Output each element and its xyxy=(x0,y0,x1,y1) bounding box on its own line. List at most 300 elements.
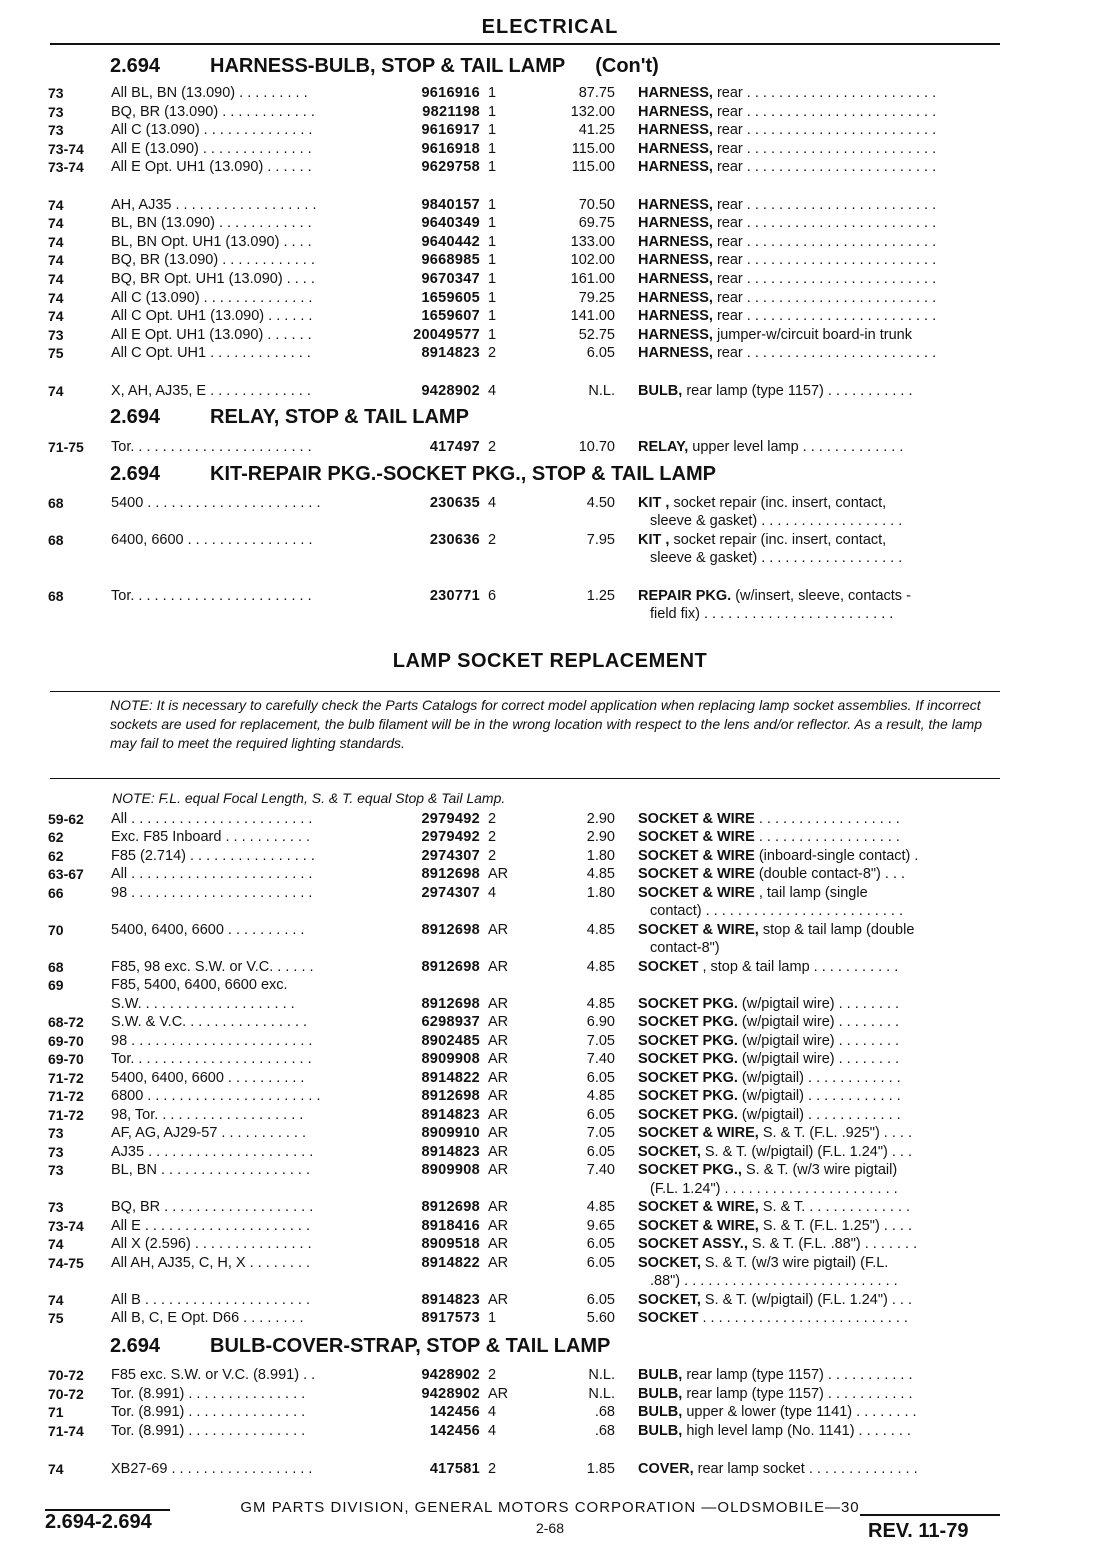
part-number: 9670347 xyxy=(421,271,480,287)
price: 6.05 xyxy=(586,1144,615,1160)
model-year: 68 xyxy=(48,959,64,975)
price: .68 xyxy=(594,1404,615,1420)
description-text: (double contact-8") . . . xyxy=(754,866,906,882)
description-keyword: SOCKET & WIRE, xyxy=(638,1218,759,1234)
footer-revision: REV. 11-79 xyxy=(868,1520,969,1542)
price: 6.05 xyxy=(586,1070,615,1086)
quantity: 1 xyxy=(488,271,497,287)
quantity: 1 xyxy=(488,1310,497,1326)
description-text: socket repair (inc. insert, contact, xyxy=(669,532,887,548)
description-text: socket repair (inc. insert, contact, xyxy=(669,495,887,511)
table-row xyxy=(0,1161,1100,1179)
description-text: rear . . . . . . . . . . . . . . . . . . . . . . . . xyxy=(712,234,937,250)
description xyxy=(638,103,1000,121)
model-year: 74 xyxy=(48,234,64,250)
part-number: 8909518 xyxy=(421,1236,480,1252)
description-keyword: SOCKET PKG. xyxy=(638,1070,738,1086)
application: AJ35 . . . . . . . . . . . . . . . . . . . . . xyxy=(111,1144,314,1160)
price: 79.25 xyxy=(578,290,615,306)
application: S.W. & V.C. . . . . . . . . . . . . . . . xyxy=(111,1014,308,1030)
description-text: S. & T. (w/3 wire pigtail) xyxy=(741,1162,898,1178)
table-row xyxy=(0,1180,1100,1198)
price: 2.90 xyxy=(586,829,615,845)
part-number: 8914822 xyxy=(421,1070,480,1086)
description xyxy=(638,1161,1000,1179)
model-year: 73 xyxy=(48,1199,64,1215)
title-rule xyxy=(50,43,1000,45)
model-year: 74 xyxy=(48,290,64,306)
table-row xyxy=(0,344,1100,362)
table-row xyxy=(0,1254,1100,1272)
part-number: 142456 xyxy=(429,1423,480,1439)
description xyxy=(638,1069,1000,1087)
table-row xyxy=(0,1050,1100,1068)
table-row xyxy=(0,587,1100,605)
description xyxy=(638,1385,1000,1403)
quantity: AR xyxy=(488,959,509,975)
part-number: 9668985 xyxy=(421,252,480,268)
price: 4.85 xyxy=(586,959,615,975)
description-keyword: BULB, xyxy=(638,1386,683,1402)
price: 87.75 xyxy=(578,85,615,101)
quantity: 1 xyxy=(488,122,497,138)
application: 5400, 6400, 6600 . . . . . . . . . . xyxy=(111,922,305,938)
section-number: 2.694 xyxy=(110,55,161,77)
description-text: (w/pigtail wire) . . . . . . . . xyxy=(737,1033,900,1049)
part-number: 8909908 xyxy=(421,1051,480,1067)
description-text: , stop & tail lamp . . . . . . . . . . . xyxy=(698,959,899,975)
application: All B, C, E Opt. D66 . . . . . . . . xyxy=(111,1310,304,1326)
description-keyword: SOCKET PKG. xyxy=(638,1051,738,1067)
description-text: sleeve & gasket) . . . . . . . . . . . . . . . . . . xyxy=(650,513,903,529)
description xyxy=(638,1032,1000,1050)
section-number: 2.694 xyxy=(110,406,161,428)
quantity: 4 xyxy=(488,885,497,901)
description-keyword: HARNESS, xyxy=(638,197,713,213)
description-keyword: HARNESS, xyxy=(638,141,713,157)
part-number: 8909908 xyxy=(421,1162,480,1178)
model-year: 75 xyxy=(48,1310,64,1326)
application: All BL, BN (13.090) . . . . . . . . . xyxy=(111,85,308,101)
description xyxy=(638,1235,1000,1253)
description xyxy=(638,1013,1000,1031)
price: 133.00 xyxy=(570,234,615,250)
table-row xyxy=(0,939,1100,957)
description xyxy=(638,865,1000,883)
table-row xyxy=(0,1460,1100,1478)
part-number: 9640349 xyxy=(421,215,480,231)
description-keyword: REPAIR PKG. xyxy=(638,588,732,604)
description-keyword: BULB, xyxy=(638,383,683,399)
description xyxy=(638,810,1000,828)
description-text: rear . . . . . . . . . . . . . . . . . . . . . . . . xyxy=(712,122,937,138)
description-text: rear . . . . . . . . . . . . . . . . . . . . . . . . xyxy=(712,197,937,213)
description xyxy=(638,847,1000,865)
section-header xyxy=(110,406,469,429)
description xyxy=(638,1366,1000,1384)
part-number: 230771 xyxy=(429,588,480,604)
model-year: 62 xyxy=(48,829,64,845)
part-number: 2974307 xyxy=(421,885,480,901)
description xyxy=(638,958,1000,976)
model-year: 73 xyxy=(48,327,64,343)
quantity: 1 xyxy=(488,141,497,157)
table-row xyxy=(0,382,1100,400)
description xyxy=(638,921,1000,939)
section-number: 2.694 xyxy=(110,1335,161,1357)
table-row xyxy=(0,976,1100,994)
part-number: 9616918 xyxy=(421,141,480,157)
description-text: S. & T. (w/pigtail) (F.L. 1.24") . . . xyxy=(700,1292,913,1308)
description-text: S. & T. (w/pigtail) (F.L. 1.24") . . . xyxy=(700,1144,913,1160)
model-year: 74 xyxy=(48,383,64,399)
table-row xyxy=(0,605,1100,623)
section-name: RELAY, STOP & TAIL LAMP xyxy=(210,406,469,428)
quantity: 1 xyxy=(488,215,497,231)
description xyxy=(638,289,1000,307)
description-text: rear . . . . . . . . . . . . . . . . . . . . . . . . xyxy=(712,345,937,361)
description-keyword: BULB, xyxy=(638,1367,683,1383)
application: Tor. . . . . . . . . . . . . . . . . . . . . . . xyxy=(111,439,312,455)
description xyxy=(638,1143,1000,1161)
part-number: 142456 xyxy=(429,1404,480,1420)
table-row xyxy=(0,865,1100,883)
description xyxy=(650,1272,1000,1290)
table-row xyxy=(0,214,1100,232)
part-number: 9640442 xyxy=(421,234,480,250)
quantity: AR xyxy=(488,1107,509,1123)
footer-division: GM PARTS DIVISION, GENERAL MOTORS CORPORATION —OLDSMOBILE—30 xyxy=(240,1499,860,1516)
table-row xyxy=(0,233,1100,251)
part-number: 8912698 xyxy=(421,1088,480,1104)
model-year: 68 xyxy=(48,532,64,548)
table-row xyxy=(0,1106,1100,1124)
model-year: 74 xyxy=(48,215,64,231)
description xyxy=(638,382,1000,400)
quantity: AR xyxy=(488,1255,509,1271)
description xyxy=(638,233,1000,251)
application: BQ, BR Opt. UH1 (13.090) . . . . xyxy=(111,271,315,287)
table-row xyxy=(0,1013,1100,1031)
application: BQ, BR . . . . . . . . . . . . . . . . . . . xyxy=(111,1199,314,1215)
application: All X (2.596) . . . . . . . . . . . . . . . xyxy=(111,1236,312,1252)
description xyxy=(638,1291,1000,1309)
price: 7.40 xyxy=(586,1051,615,1067)
part-number: 9428902 xyxy=(421,1386,480,1402)
description-text: (w/pigtail) . . . . . . . . . . . . xyxy=(737,1088,901,1104)
part-number: 8914822 xyxy=(421,1255,480,1271)
application: BL, BN (13.090) . . . . . . . . . . . . xyxy=(111,215,312,231)
description xyxy=(638,1217,1000,1235)
description-keyword: SOCKET, xyxy=(638,1292,701,1308)
part-number: 8914823 xyxy=(421,1144,480,1160)
application: F85, 5400, 6400, 6600 exc. xyxy=(111,977,288,993)
application: X, AH, AJ35, E . . . . . . . . . . . . . xyxy=(111,383,311,399)
price: .68 xyxy=(594,1423,615,1439)
quantity: 2 xyxy=(488,1367,497,1383)
application: 5400, 6400, 6600 . . . . . . . . . . xyxy=(111,1070,305,1086)
part-number: 8912698 xyxy=(421,959,480,975)
part-number: 9840157 xyxy=(421,197,480,213)
model-year: 62 xyxy=(48,848,64,864)
quantity: AR xyxy=(488,1033,509,1049)
table-row xyxy=(0,958,1100,976)
description xyxy=(650,549,1000,567)
part-number: 9616917 xyxy=(421,122,480,138)
price: 7.40 xyxy=(586,1162,615,1178)
table-row xyxy=(0,549,1100,567)
price: 69.75 xyxy=(578,215,615,231)
price: 132.00 xyxy=(570,104,615,120)
part-number: 230635 xyxy=(429,495,480,511)
description-text: rear lamp (type 1157) . . . . . . . . . . . xyxy=(682,1386,913,1402)
description-keyword: SOCKET PKG. xyxy=(638,1033,738,1049)
part-number: 8912698 xyxy=(421,866,480,882)
table-row xyxy=(0,494,1100,512)
description-text: (inboard-single contact) . xyxy=(754,848,919,864)
quantity: 4 xyxy=(488,1404,497,1420)
model-year: 71-72 xyxy=(48,1070,84,1086)
description xyxy=(638,1422,1000,1440)
description xyxy=(650,1180,1000,1198)
description xyxy=(638,1106,1000,1124)
application: Tor. . . . . . . . . . . . . . . . . . . . . . . xyxy=(111,588,312,604)
description-text: (w/pigtail wire) . . . . . . . . xyxy=(737,1014,900,1030)
quantity: 1 xyxy=(488,197,497,213)
table-row xyxy=(0,884,1100,902)
description xyxy=(638,995,1000,1013)
description-keyword: HARNESS, xyxy=(638,215,713,231)
table-row xyxy=(0,103,1100,121)
application: All C (13.090) . . . . . . . . . . . . . . xyxy=(111,122,313,138)
part-number: 8914823 xyxy=(421,1107,480,1123)
model-year: 74 xyxy=(48,1461,64,1477)
quantity: 2 xyxy=(488,1461,497,1477)
note-bottom-rule xyxy=(50,778,1000,779)
application: Tor. (8.991) . . . . . . . . . . . . . . . xyxy=(111,1423,306,1439)
model-year: 70-72 xyxy=(48,1386,84,1402)
description-keyword: BULB, xyxy=(638,1404,683,1420)
quantity: AR xyxy=(488,1088,509,1104)
part-number: 9428902 xyxy=(421,383,480,399)
price: 52.75 xyxy=(578,327,615,343)
table-row xyxy=(0,902,1100,920)
description xyxy=(650,512,1000,530)
description-text: (w/pigtail) . . . . . . . . . . . . xyxy=(737,1070,901,1086)
description-text: field fix) . . . . . . . . . . . . . . . . . . . . . . . . xyxy=(650,606,894,622)
description-keyword: SOCKET, xyxy=(638,1255,701,1271)
application: AH, AJ35 . . . . . . . . . . . . . . . . . . xyxy=(111,197,317,213)
application: XB27-69 . . . . . . . . . . . . . . . . . . xyxy=(111,1461,313,1477)
description xyxy=(638,1124,1000,1142)
description xyxy=(638,1050,1000,1068)
application: All E Opt. UH1 (13.090) . . . . . . xyxy=(111,327,312,343)
model-year: 69-70 xyxy=(48,1033,84,1049)
model-year: 70 xyxy=(48,922,64,938)
part-number: 8918416 xyxy=(421,1218,480,1234)
table-row xyxy=(0,512,1100,530)
description-keyword: SOCKET PKG. xyxy=(638,1107,738,1123)
model-year: 66 xyxy=(48,885,64,901)
price: 7.05 xyxy=(586,1033,615,1049)
description-keyword: SOCKET PKG. xyxy=(638,1014,738,1030)
quantity: 1 xyxy=(488,234,497,250)
application: All C (13.090) . . . . . . . . . . . . . . xyxy=(111,290,313,306)
table-row xyxy=(0,828,1100,846)
model-year: 59-62 xyxy=(48,811,84,827)
price: 4.85 xyxy=(586,1088,615,1104)
description-keyword: SOCKET & WIRE, xyxy=(638,1125,759,1141)
part-number: 8909910 xyxy=(421,1125,480,1141)
price: 10.70 xyxy=(578,439,615,455)
application: All B . . . . . . . . . . . . . . . . . . . . . xyxy=(111,1292,311,1308)
price: 1.85 xyxy=(586,1461,615,1477)
part-number: 20049577 xyxy=(413,327,480,343)
description-keyword: SOCKET & WIRE xyxy=(638,848,755,864)
description-text: contact-8") xyxy=(650,940,720,956)
description xyxy=(638,158,1000,176)
description xyxy=(638,214,1000,232)
price: 6.05 xyxy=(586,1292,615,1308)
application: Tor. (8.991) . . . . . . . . . . . . . . . xyxy=(111,1386,306,1402)
table-row xyxy=(0,270,1100,288)
model-year: 63-67 xyxy=(48,866,84,882)
description-text: rear . . . . . . . . . . . . . . . . . . . . . . . . xyxy=(712,141,937,157)
model-year: 71-72 xyxy=(48,1088,84,1104)
quantity: AR xyxy=(488,866,509,882)
description-text: S. & T. (F.L. .925") . . . . xyxy=(758,1125,912,1141)
quantity: 6 xyxy=(488,588,497,604)
description-keyword: RELAY, xyxy=(638,439,689,455)
description-keyword: SOCKET xyxy=(638,959,699,975)
table-row xyxy=(0,438,1100,456)
quantity: AR xyxy=(488,1070,509,1086)
price: 1.80 xyxy=(586,885,615,901)
description-keyword: HARNESS, xyxy=(638,345,713,361)
model-year: 68-72 xyxy=(48,1014,84,1030)
description-keyword: HARNESS, xyxy=(638,290,713,306)
table-row xyxy=(0,307,1100,325)
part-number: 8912698 xyxy=(421,922,480,938)
price: 141.00 xyxy=(570,308,615,324)
description-text: , tail lamp (single xyxy=(754,885,868,901)
model-year: 73 xyxy=(48,122,64,138)
application: All . . . . . . . . . . . . . . . . . . . . . . . xyxy=(111,866,313,882)
description-text: (w/pigtail) . . . . . . . . . . . . xyxy=(737,1107,901,1123)
quantity: 2 xyxy=(488,829,497,845)
description-keyword: HARNESS, xyxy=(638,159,713,175)
application: AF, AG, AJ29-57 . . . . . . . . . . . xyxy=(111,1125,307,1141)
application: 6800 . . . . . . . . . . . . . . . . . . . . . . xyxy=(111,1088,321,1104)
quantity: AR xyxy=(488,1236,509,1252)
description-keyword: HARNESS, xyxy=(638,252,713,268)
footer-section-range: 2.694-2.694 xyxy=(45,1511,152,1533)
description xyxy=(650,939,1000,957)
model-year: 74 xyxy=(48,308,64,324)
description-keyword: SOCKET & WIRE xyxy=(638,811,755,827)
model-year: 73 xyxy=(48,85,64,101)
model-year: 73 xyxy=(48,104,64,120)
price: 6.05 xyxy=(586,1236,615,1252)
part-number: 8912698 xyxy=(421,996,480,1012)
description-text: rear . . . . . . . . . . . . . . . . . . . . . . . . xyxy=(712,290,937,306)
description-text: (w/insert, sleeve, contacts - xyxy=(731,588,911,604)
description-text: . . . . . . . . . . . . . . . . . . xyxy=(754,829,900,845)
model-year: 71-72 xyxy=(48,1107,84,1123)
section-header xyxy=(110,55,659,78)
price: N.L. xyxy=(588,1386,615,1402)
table-row xyxy=(0,810,1100,828)
lamp-socket-subnote: NOTE: F.L. equal Focal Length, S. & T. equal Stop & Tail Lamp. xyxy=(112,790,506,806)
description-text: . . . . . . . . . . . . . . . . . . . . . . . . . . xyxy=(698,1310,908,1326)
description xyxy=(638,140,1000,158)
description-keyword: HARNESS, xyxy=(638,104,713,120)
description xyxy=(638,196,1000,214)
description-keyword: SOCKET & WIRE, xyxy=(638,1199,759,1215)
quantity: 1 xyxy=(488,290,497,306)
application: All E . . . . . . . . . . . . . . . . . . . . . xyxy=(111,1218,311,1234)
table-row xyxy=(0,196,1100,214)
quantity: AR xyxy=(488,1014,509,1030)
description xyxy=(638,270,1000,288)
quantity: 2 xyxy=(488,848,497,864)
description xyxy=(638,344,1000,362)
description xyxy=(638,84,1000,102)
description xyxy=(638,531,1000,549)
model-year: 73-74 xyxy=(48,141,84,157)
description-text: contact) . . . . . . . . . . . . . . . . . . . . . . . . . xyxy=(650,903,904,919)
quantity: 4 xyxy=(488,1423,497,1439)
description-keyword: SOCKET & WIRE xyxy=(638,829,755,845)
quantity: 1 xyxy=(488,308,497,324)
description-keyword: HARNESS, xyxy=(638,271,713,287)
part-number: 2974307 xyxy=(421,848,480,864)
price: 1.80 xyxy=(586,848,615,864)
part-number: 230636 xyxy=(429,532,480,548)
description-keyword: SOCKET PKG., xyxy=(638,1162,742,1178)
table-row xyxy=(0,1422,1100,1440)
description xyxy=(638,251,1000,269)
application: BQ, BR (13.090) . . . . . . . . . . . . xyxy=(111,104,315,120)
part-number: 8902485 xyxy=(421,1033,480,1049)
application: 98, Tor. . . . . . . . . . . . . . . . . . . xyxy=(111,1107,304,1123)
description-text: rear . . . . . . . . . . . . . . . . . . . . . . . . xyxy=(712,271,937,287)
footer-page-number: 2-68 xyxy=(535,1520,565,1536)
quantity: AR xyxy=(488,1051,509,1067)
part-number: 2979492 xyxy=(421,829,480,845)
lamp-socket-note: NOTE: It is necessary to carefully check the Parts Catalogs for correct model application when replacing lamp socket assemblies. If incorrect sockets are used for replacement, the bulb filament will be in the wrong location with respect to the lens and/or reflector. As a result, the lamp may fail to meet the required lighting standards. xyxy=(110,697,983,751)
table-row xyxy=(0,921,1100,939)
quantity: 4 xyxy=(488,495,497,511)
description-text: (F.L. 1.24") . . . . . . . . . . . . . . . . . . . . . . xyxy=(650,1181,898,1197)
model-year: 74-75 xyxy=(48,1255,84,1271)
application: All C Opt. UH1 (13.090) . . . . . . xyxy=(111,308,313,324)
quantity: 1 xyxy=(488,85,497,101)
description-text: rear . . . . . . . . . . . . . . . . . . . . . . . . xyxy=(712,252,937,268)
description-text: upper level lamp . . . . . . . . . . . . . xyxy=(688,439,904,455)
description-text: rear lamp (type 1157) . . . . . . . . . . . xyxy=(682,1367,913,1383)
model-year: 73-74 xyxy=(48,159,84,175)
part-number: 8912698 xyxy=(421,1199,480,1215)
price: 102.00 xyxy=(570,252,615,268)
model-year: 70-72 xyxy=(48,1367,84,1383)
section-name: KIT-REPAIR PKG.-SOCKET PKG., STOP & TAIL LAMP xyxy=(210,463,716,485)
note-top-rule xyxy=(50,691,1000,692)
model-year: 71 xyxy=(48,1404,64,1420)
model-year: 74 xyxy=(48,1292,64,1308)
description xyxy=(638,438,1000,456)
part-number: 8917573 xyxy=(421,1310,480,1326)
